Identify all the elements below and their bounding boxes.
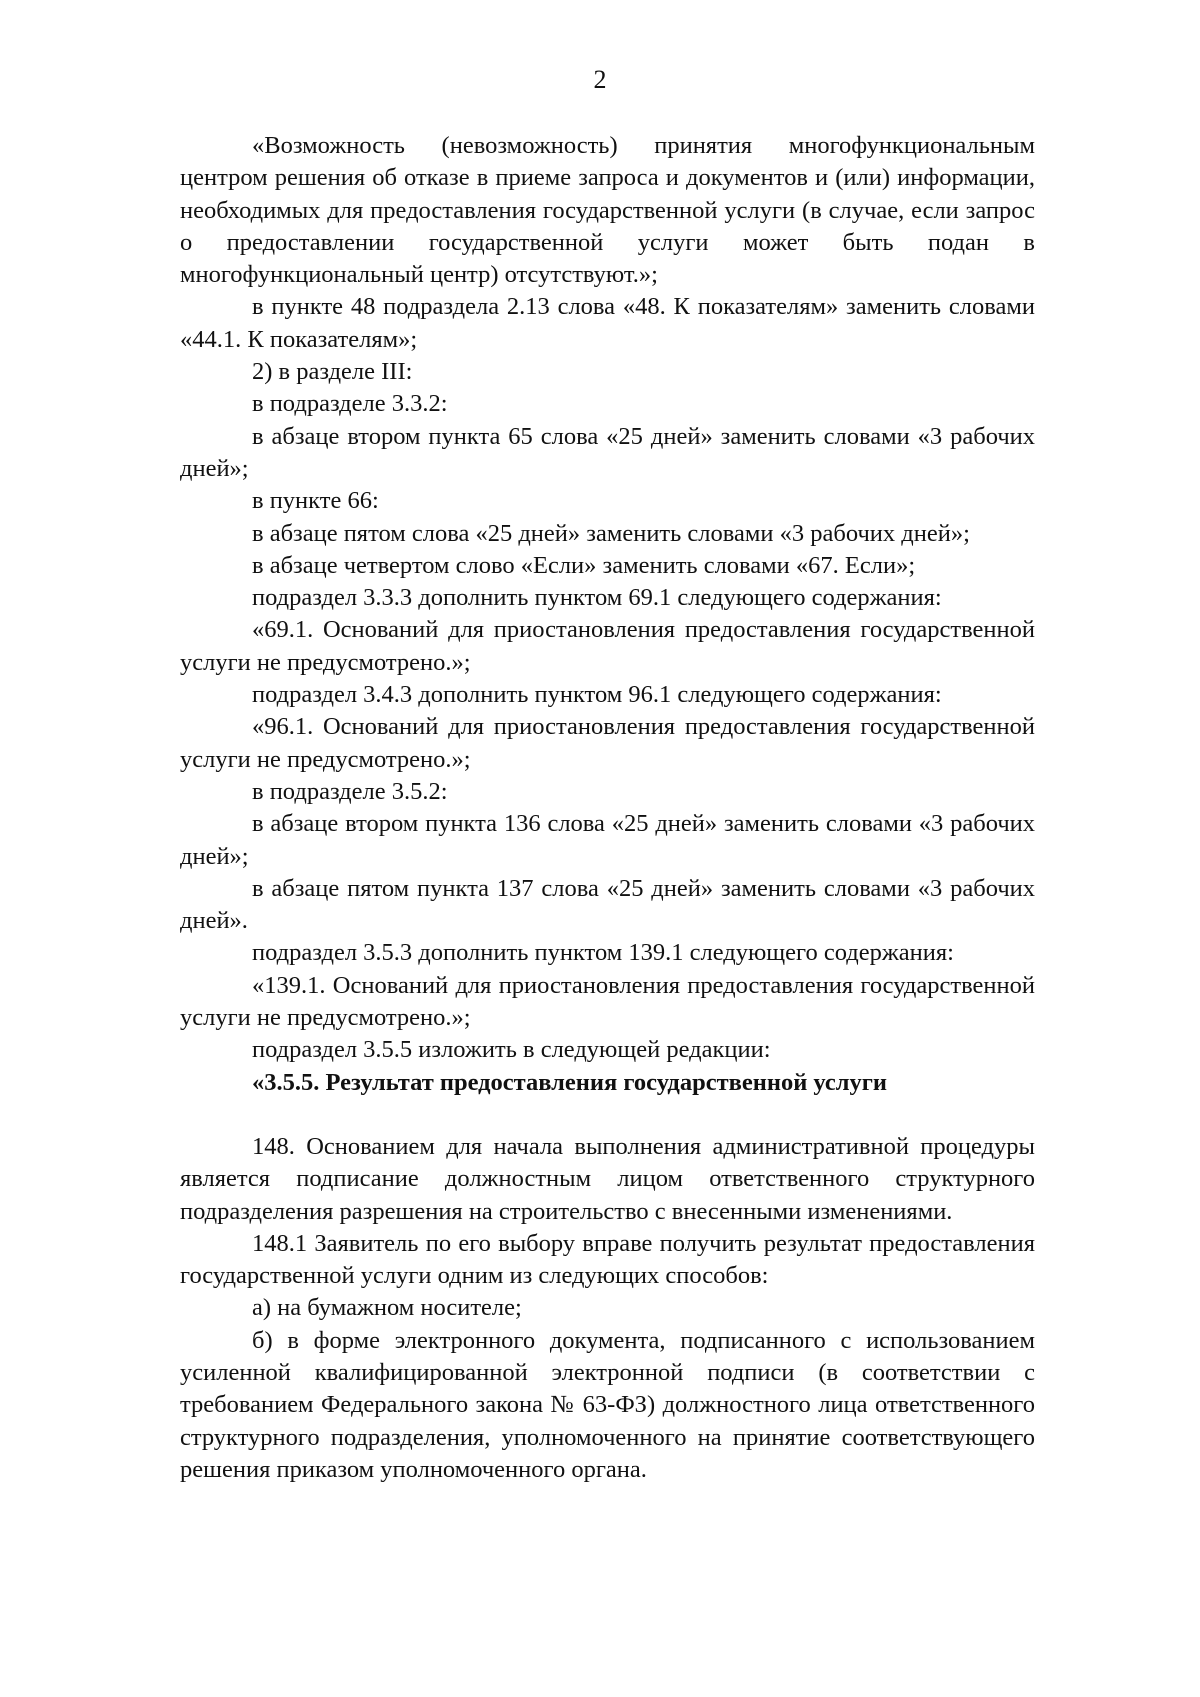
paragraph: подраздел 3.5.5 изложить в следующей редакции: (252, 1036, 771, 1064)
paragraph: «139.1. Оснований для приостановления предоставления государственной услуги не предусмотрено.»; (180, 971, 1035, 1032)
document-body (180, 130, 1035, 1486)
paragraph: в абзаце пятом слова «25 дней» заменить словами «3 рабочих дней»; (252, 519, 970, 547)
section-heading: «3.5.5. Результат предоставления государственной услуги (252, 1068, 888, 1096)
paragraph: 148.1 Заявитель по его выбору вправе получить результат предоставления государственной услуги одним из следующих способов: (180, 1229, 1035, 1290)
paragraph: «69.1. Оснований для приостановления предоставления государственной услуги не предусмотрено.»; (180, 616, 1035, 676)
paragraph: в абзаце пятом пункта 137 слова «25 дней» заменить словами «3 рабочих дней». (180, 874, 1035, 935)
paragraph: в абзаце втором пункта 136 слова «25 дней» заменить словами «3 рабочих дней»; (180, 810, 1035, 870)
paragraph: в пункте 66: (252, 487, 379, 515)
paragraph: подраздел 3.3.3 дополнить пунктом 69.1 следующего содержания: (252, 584, 942, 612)
paragraph: 148. Основанием для начала выполнения административной процедуры является подписание должностным лицом ответственного структурного подразделения разрешения на строительство с внесенными изменениями. (180, 1132, 1035, 1225)
paragraph: в абзаце втором пункта 65 слова «25 дней» заменить словами «3 рабочих дней»; (180, 422, 1035, 482)
paragraph: подраздел 3.4.3 дополнить пунктом 96.1 следующего содержания: (252, 681, 942, 709)
paragraph: а) на бумажном носителе; (252, 1294, 522, 1322)
paragraph: «96.1. Оснований для приостановления предоставления государственной услуги не предусмотрено.»; (180, 713, 1035, 773)
page-number: 2 (593, 65, 607, 94)
paragraph: в пункте 48 подраздела 2.13 слова «48. К показателям» заменить словами «44.1. К показателям»; (180, 293, 1035, 353)
paragraph: 2) в разделе III: (252, 358, 413, 386)
paragraph: б) в форме электронного документа, подписанного с использованием усиленной квалифицированной электронной подписи (в соответствии с требованием Федерального закона № 63-ФЗ) должностного лица ответственного структурного подразделения, уполномоченного на принятие соответствующего решения приказом уполномоченного органа. (180, 1326, 1035, 1483)
paragraph: в подразделе 3.3.2: (252, 390, 448, 418)
paragraph: «Возможность (невозможность) принятия многофункциональным центром решения об отказе в приеме запроса и документов и (или) информации, необходимых для предоставления государственной услуги (в случае, если запрос о предоставлении государственной услуги может быть подан в многофункциональный центр) отсутствуют.»; (180, 132, 1035, 289)
paragraph: в абзаце четвертом слово «Если» заменить словами «67. Если»; (252, 551, 916, 579)
paragraph: подраздел 3.5.3 дополнить пунктом 139.1 следующего содержания: (252, 939, 954, 967)
paragraph: в подразделе 3.5.2: (252, 777, 448, 805)
